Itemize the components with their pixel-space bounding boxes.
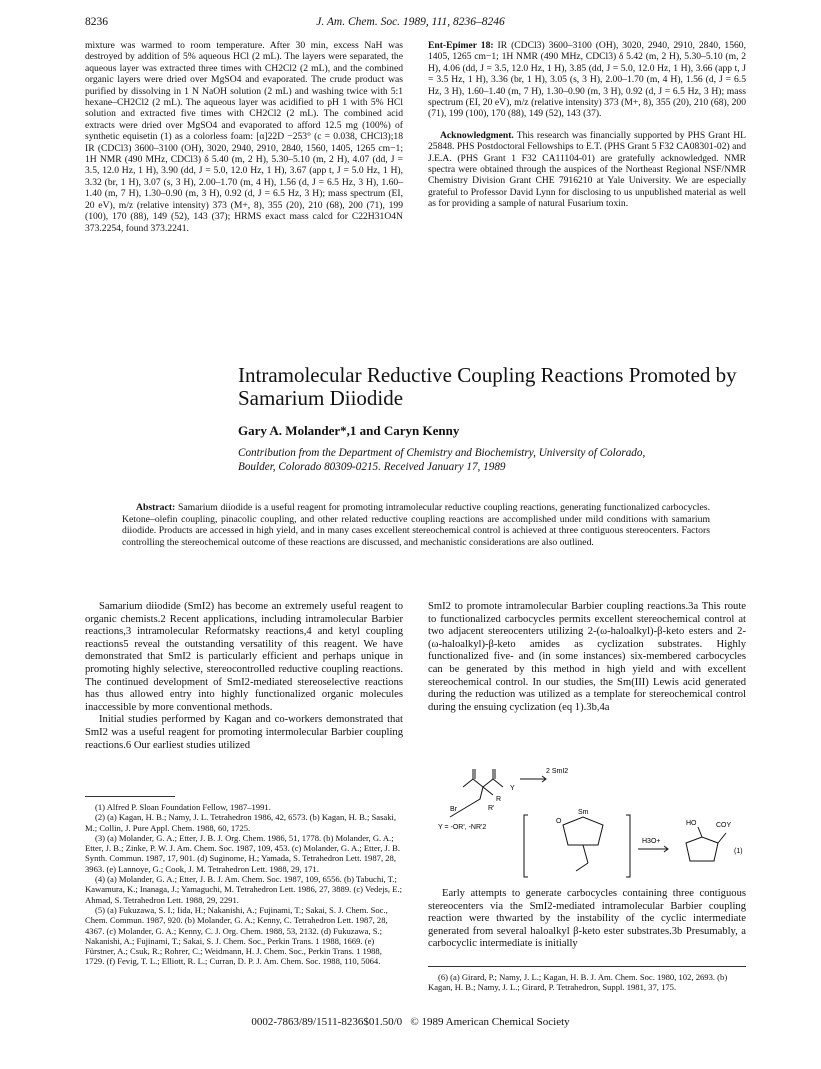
reference-item: (4) (a) Molander, G. A.; Etter, J. B. J. Am. Chem. Soc. 1987, 109, 6556. (b) Tabuchi, T.; Kawamura, K.; Inanaga, J.; Yamaguchi, M. Tetrahedron Lett. 1986, 27, 3889. (c) Vedejs, E.; Ahmad, S. Tetrahedron Lett. 1988, 29, 2291.: [85, 874, 402, 905]
footnote-rule-left: [85, 796, 175, 797]
equation-number: (1): [734, 848, 743, 855]
ent-epimer-paragraph: [428, 40, 746, 120]
scheme-br: Br: [450, 806, 457, 813]
body-column-right: [428, 601, 746, 714]
title-line-1: Intramolecular Reductive Coupling Reactions Promoted by: [238, 363, 737, 387]
experimental-text-right: [428, 40, 746, 210]
article-title: [238, 364, 758, 410]
scheme-y: Y: [510, 785, 515, 792]
reference-item: (5) (a) Fukuzawa, S. I.; Iida, H.; Nakanishi, A.; Fujinami, T.; Sakai, S. J. Chem. Soc., Chem. Commun. 1987, 920. (b) Molander, G. A.; Kenny, C. Tetrahedron Lett. 1987, 28, 4367. (c) Molander, G. A.; Kenny, C. J. Org. Chem. 1988, 53, 2132. (d) Fukuzawa, S.; Nakanishi, A.; Fujinami, T.; Sakai, S. J. Chem. Soc., Perkin Trans. 1 1988, 1669. (e) Fürstner, A.; Csuk, R.; Rohrer, C.; Weidmann, H. J. Chem. Soc., Perkin Trans. 1 1988, 1729. (f) Fevig, T. L.; Elliott, R. L.; Curran, D. P. J. Am. Chem. Soc. 1988, 110, 5064.: [85, 904, 388, 967]
affiliation-line-1: Contribution from the Department of Chemistry and Biochemistry, University of Colorado,: [238, 447, 646, 459]
reference-item: (1) Alfred P. Sloan Foundation Fellow, 1987–1991.: [95, 802, 271, 812]
footnote-rule-right: [428, 966, 746, 967]
copyright-footer: 0002-7863/89/1511-8236$01.50/0 © 1989 American Chemical Society: [251, 1016, 570, 1028]
ent-epimer-text: IR (CDCl3) 3600–3100 (OH), 3020, 2940, 2910, 2840, 1560, 1405, 1265 cm−1; 1H NMR (490 MHz, CDCl3) δ 5.42 (m, 2 H), 5.30–5.10 (m, 2 H), 4.06 (dd, J = 3.5, 12.0 Hz, 1 H), 3.85 (dd, J = 5.0, 12.0 Hz, 1 H), 3.66 (app t, J = 3.5 Hz, 1 H), 3.36 (br, 1 H), 3.05 (s, 3 H), 2.00–1.70 (m, 4 H), 1.56 (d, J = 6.5 Hz, 3 H), 1.60–1.40 (m, 7 H), 1.30–0.90 (m, 3 H), 0.92 (d, J = 6.5 Hz, 3 H); mass spectrum (EI, 20 eV), m/z (relative intensity) 373 (M+, 8), 355 (20), 210 (68), 200 (71), 199 (100), 170 (88), 149 (52), 143 (37).: [428, 40, 746, 120]
body-paragraph-4: Early attempts to generate carbocycles containing three contiguous stereocenters via the SmI2-mediated intramolecular Barbier coupling reaction were thwarted by the instability of the cyclic intermediate generated from several haloalkyl β-keto ester substrates.3b Presumably, a carbocyclic intermediate is initially: [428, 888, 746, 950]
substrate-chain: [463, 779, 503, 787]
acknowledgment-text: This research was financially supported by PHS Grant HL 25848. PHS Postdoctoral Fellowships to E.T. (PHS Grant 5 F32 CA08301-02) and J.E.A. (PHS Grant 1 F32 CA11104-01) are gratefully acknowledged. NMR spectra were obtained through the auspices of the Northeast Regional NSF/NMR Chemistry Division Grant CHE 7916210 at Yale University. We are especially grateful to Professor David Lynn for disclosing to us unpublished material as well as for providing a sample of natural Fusarium toxin.: [428, 129, 746, 210]
abstract-text: Samarium diiodide is a useful reagent for promoting intramolecular reductive coupling reactions, generating functionalized carbocycles. Ketone–olefin coupling, pinacolic coupling, and other related reductive coupling reactions are accomplished under mild conditions with samarium diiodide. Products are accessed in high yield, and in many cases excellent stereochemical control is achieved at three contiguous stereocenters. Factors controlling the stereochemical outcome of these reactions are discussed, and mechanistic considerations are also outlined.: [122, 502, 710, 548]
equation-1-scheme: [428, 765, 746, 885]
acknowledgment-label: Acknowledgment.: [440, 129, 514, 141]
references-right: [428, 972, 746, 993]
abstract-label: Abstract:: [136, 502, 176, 513]
body-paragraph-2: Initial studies performed by Kagan and co-workers demonstrated that SmI2 was a useful reagent for promoting intermolecular Barbier coupling reactions.6 Our earliest studies utilized: [85, 714, 403, 751]
experimental-text-left: [85, 40, 403, 234]
scheme-reagent: 2 SmI2: [546, 768, 569, 775]
reference-item: (2) (a) Kagan, H. B.; Namy, J. L. Tetrahedron 1986, 42, 6573. (b) Kagan, H. B.; Sasaki, M.; Collin, J. Pure Appl. Chem. 1988, 60, 1725.: [85, 812, 397, 833]
scheme-y-definition: Y = -OR', -NR'2: [438, 824, 487, 831]
reference-item: (6) (a) Girard, P.; Namy, J. L.; Kagan, H. B. J. Am. Chem. Soc. 1980, 102, 2693. (b) Kagan, H. B.; Namy, J. L.; Girard, P. Tetrahedron, Suppl. 1981, 37, 175.: [428, 972, 728, 993]
acknowledgment-paragraph: [428, 130, 746, 210]
page-number: 8236: [85, 16, 108, 28]
body-column-right-lower: [428, 888, 746, 951]
product-ring: [686, 837, 718, 861]
body-paragraph-3: SmI2 to promote intramolecular Barbier coupling reactions.3a This route to functionalized carbocycles permits excellent stereochemical control at two adjacent stereocenters utilizing 2-(ω-haloalkyl)-β-keto esters and 2-(ω-haloalkyl)-β-keto amides as cyclization substrates. Highly functionalized five- and (in some instances) six-membered carbocycles can be generated by this method in high yield and with excellent stereochemical control. In our studies, the Sm(III) Lewis acid generated during the reduction was utilized as a template for stereochemical control during the ensuing cyclization (eq 1).3b,4a: [428, 601, 746, 713]
references-left: [85, 802, 403, 967]
scheme-ho: HO: [686, 820, 697, 827]
intermediate-chelate: [563, 817, 603, 845]
affiliation-line-2: Boulder, Colorado 80309-0215. Received January 17, 1989: [238, 460, 506, 473]
scheme-r: R: [496, 796, 502, 803]
authors: Gary A. Molander*,1 and Caryn Kenny: [238, 423, 460, 438]
scheme-coy: COY: [716, 822, 732, 829]
scheme-h3o: H3O+: [642, 838, 661, 845]
journal-citation: J. Am. Chem. Soc. 1989, 111, 8236–8246: [316, 16, 505, 28]
title-line-2: Samarium Diiodide: [238, 386, 404, 410]
experimental-paragraph: mixture was warmed to room temperature. After 30 min, excess NaH was destroyed by addition of 5% aqueous HCl (2 mL). The layers were separated, the aqueous layer was extracted three times with CH2Cl2 (2 mL), and the combined organic layers were dried over MgSO4 and evaporated. The crude product was purified by dissolving in 1 N NaOH solution (2 mL) and washing twice with 5:1 hexane–CH2Cl2 (2 mL). The aqueous layer was acidified to pH 1 with 5% HCl solution and extracted five times with CH2Cl2 (2 mL). The combined acid extracts were dried over MgSO4 and evaporated to afford 12.5 mg (100%) of synthetic equisetin (1) as a colorless foam: [α]22D −253° (c = 0.038, CHCl3);18 IR (CDCl3) 3600–3100 (OH), 3020, 2940, 2910, 2840, 1560, 1405, 1265 cm−1; 1H NMR (490 MHz, CDCl3) δ 5.40 (m, 2 H), 5.30–5.10 (m, 2 H), 4.07 (dd, J = 3.5, 12.0 Hz, 1 H), 3.90 (dd, J = 5.0, 12.0 Hz, 1 H), 3.67 (app t, J = 5.0 Hz, 1 H), 3.32 (br, 1 H), 3.07 (s, 3 H), 2.00–1.70 (m, 4 H), 1.56 (d, J = 6.5 Hz, 3 H), 1.60–1.40 (m, 7 H), 1.30–0.90 (m, 3 H), 0.92 (d, J = 6.5 Hz, 3 H); mass spectrum (EI, 20 eV), m/z (relative intensity) 373 (M+, 8), 355 (20), 210 (68), 200 (71), 199 (100), 170 (88), 149 (52), 143 (37); HRMS exact mass calcd for C22H31O4N 373.2254, found 373.2241.: [85, 40, 403, 234]
scheme-o: O: [556, 818, 562, 825]
body-paragraph-1: Samarium diiodide (SmI2) has become an extremely useful reagent to organic chemists.2 Recent applications, including intramolecular Barbier reactions,3 intramolecular Reformatsky reactions,4 and ketyl coupling reactions5 reveal the outstanding versatility of this reagent. We have demonstrated that SmI2 is particularly efficient and perhaps unique in promoting highly selective, stereocontrolled reductive coupling reactions. The continued development of SmI2-mediated stereoselective reactions has thus allowed entry into highly functionalized organic molecules inaccessible by more conventional methods.: [85, 601, 403, 713]
body-column-left: [85, 601, 403, 752]
scheme-sm: Sm: [578, 809, 589, 816]
scheme-rprime: R': [488, 805, 495, 812]
reference-item: (3) (a) Molander, G. A.; Etter, J. B. J. Org. Chem. 1986, 51, 1778. (b) Molander, G. A.; Etter, J. B.; Zinke, P. W. J. Am. Chem. Soc. 1987, 109, 453. (c) Molander, G. A.; Etter, J. B. Synth. Commun. 1987, 17, 901. (d) Suginome, H.; Yamada, S. Tetrahedron Lett. 1987, 28, 3963. (e) Lannoye, G.; Cook, J. M. Tetrahedron Lett. 1988, 29, 171.: [85, 832, 401, 874]
affiliation: [238, 447, 758, 474]
abstract: [122, 502, 710, 548]
ent-epimer-label: Ent-Epimer 18:: [428, 40, 494, 51]
